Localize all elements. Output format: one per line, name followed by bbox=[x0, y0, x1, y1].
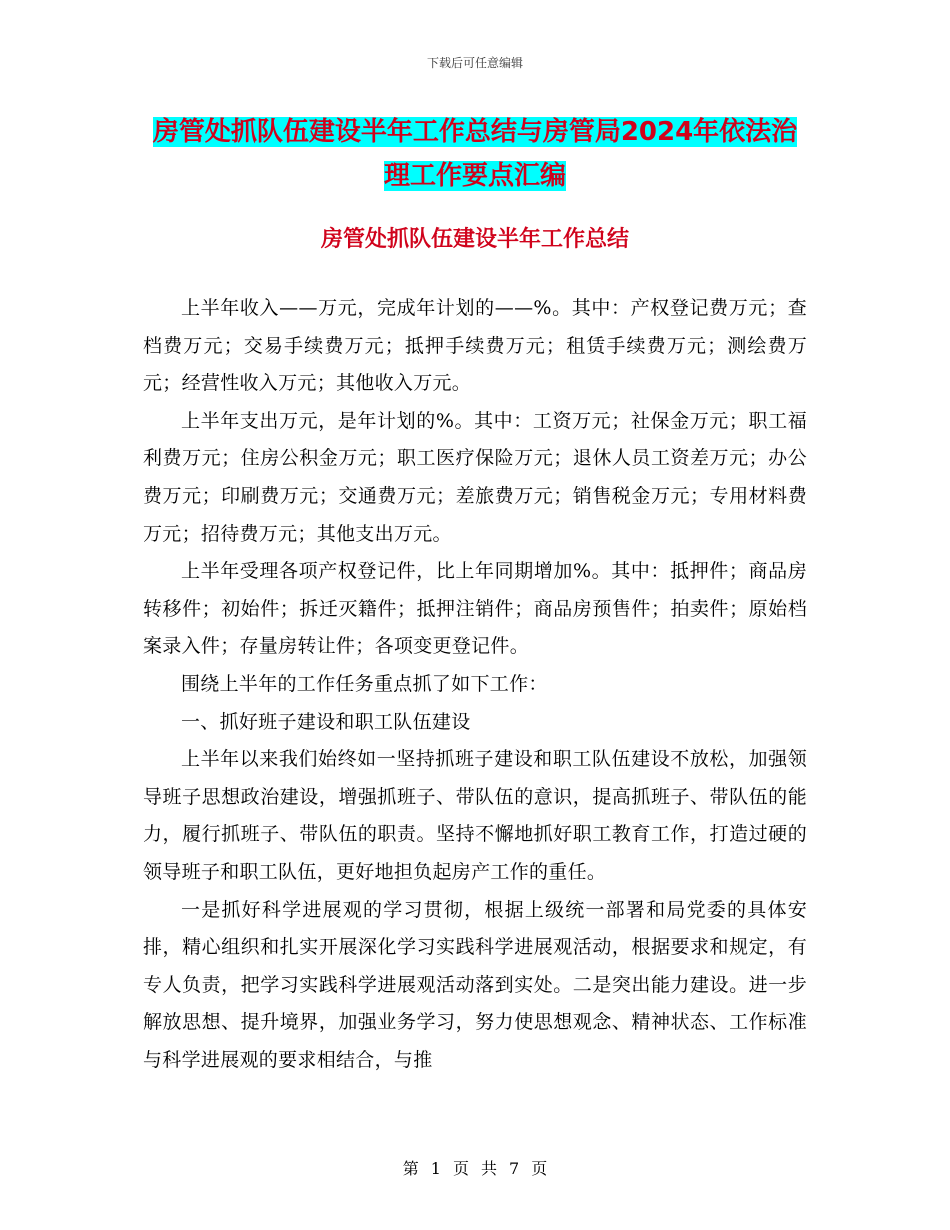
paragraph: 上半年以来我们始终如一坚持抓班子建设和职工队伍建设不放松，加强领导班子思想政治建设，增强抓班子、带队伍的意识，提高抓班子、带队伍的能力，履行抓班子、带队伍的职责。坚持不懈地抓好职工教育工作，打造过硬的领导班子和职工队伍，更好地担负起房产工作的重任。 bbox=[143, 748, 807, 883]
paragraph: 一、抓好班子建设和职工队伍建设 bbox=[181, 710, 471, 733]
paragraph: 围绕上半年的工作任务重点抓了如下工作： bbox=[181, 672, 548, 695]
footer-mid: 页 bbox=[452, 1159, 469, 1178]
paragraph: 上半年支出万元，是年计划的%。其中：工资万元；社保金万元；职工福利费万元；住房公积金万元；职工医疗保险万元；退休人员工资差万元；办公费万元；印刷费万元；交通费万元；差旅费万元；销售税金万元；专用材料费万元；招待费万元；其他支出万元。 bbox=[143, 409, 807, 545]
footer-page-number: 1 bbox=[430, 1159, 441, 1178]
document-title-text: 房管处抓队伍建设半年工作总结与房管局2024年依法治理工作要点汇编 bbox=[152, 117, 798, 191]
paragraph: 上半年受理各项产权登记件，比上年同期增加%。其中：抵押件；商品房转移件；初始件；拆迁灭籍件；抵押注销件；商品房预售件；拍卖件；原始档案录入件；存量房转让件；各项变更登记件。 bbox=[143, 560, 807, 658]
footer-total-pages: 7 bbox=[509, 1159, 520, 1178]
footer-prefix: 第 bbox=[402, 1159, 419, 1178]
header-note: 下载后可任意编辑 bbox=[426, 56, 523, 70]
section-subtitle: 房管处抓队伍建设半年工作总结 bbox=[320, 227, 629, 252]
document-body bbox=[143, 290, 807, 1079]
footer-total-prefix: 共 bbox=[481, 1159, 498, 1178]
paragraph: 上半年收入——万元，完成年计划的——%。其中：产权登记费万元；查档费万元；交易手续费万元；抵押手续费万元；租赁手续费万元；测绘费万元；经营性收入万元；其他收入万元。 bbox=[143, 297, 807, 395]
page-footer bbox=[0, 1156, 950, 1179]
footer-suffix: 页 bbox=[531, 1159, 548, 1178]
paragraph: 一是抓好科学进展观的学习贯彻，根据上级统一部署和局党委的具体安排，精心组织和扎实开展深化学习实践科学进展观活动，根据要求和规定，有专人负责，把学习实践科学进展观活动落到实处。二是突出能力建设。进一步解放思想、提升境界，加强业务学习，努力使思想观念、精神状态、工作标准与科学进展观的要求相结合，与推 bbox=[143, 898, 807, 1071]
document-title bbox=[140, 110, 810, 198]
